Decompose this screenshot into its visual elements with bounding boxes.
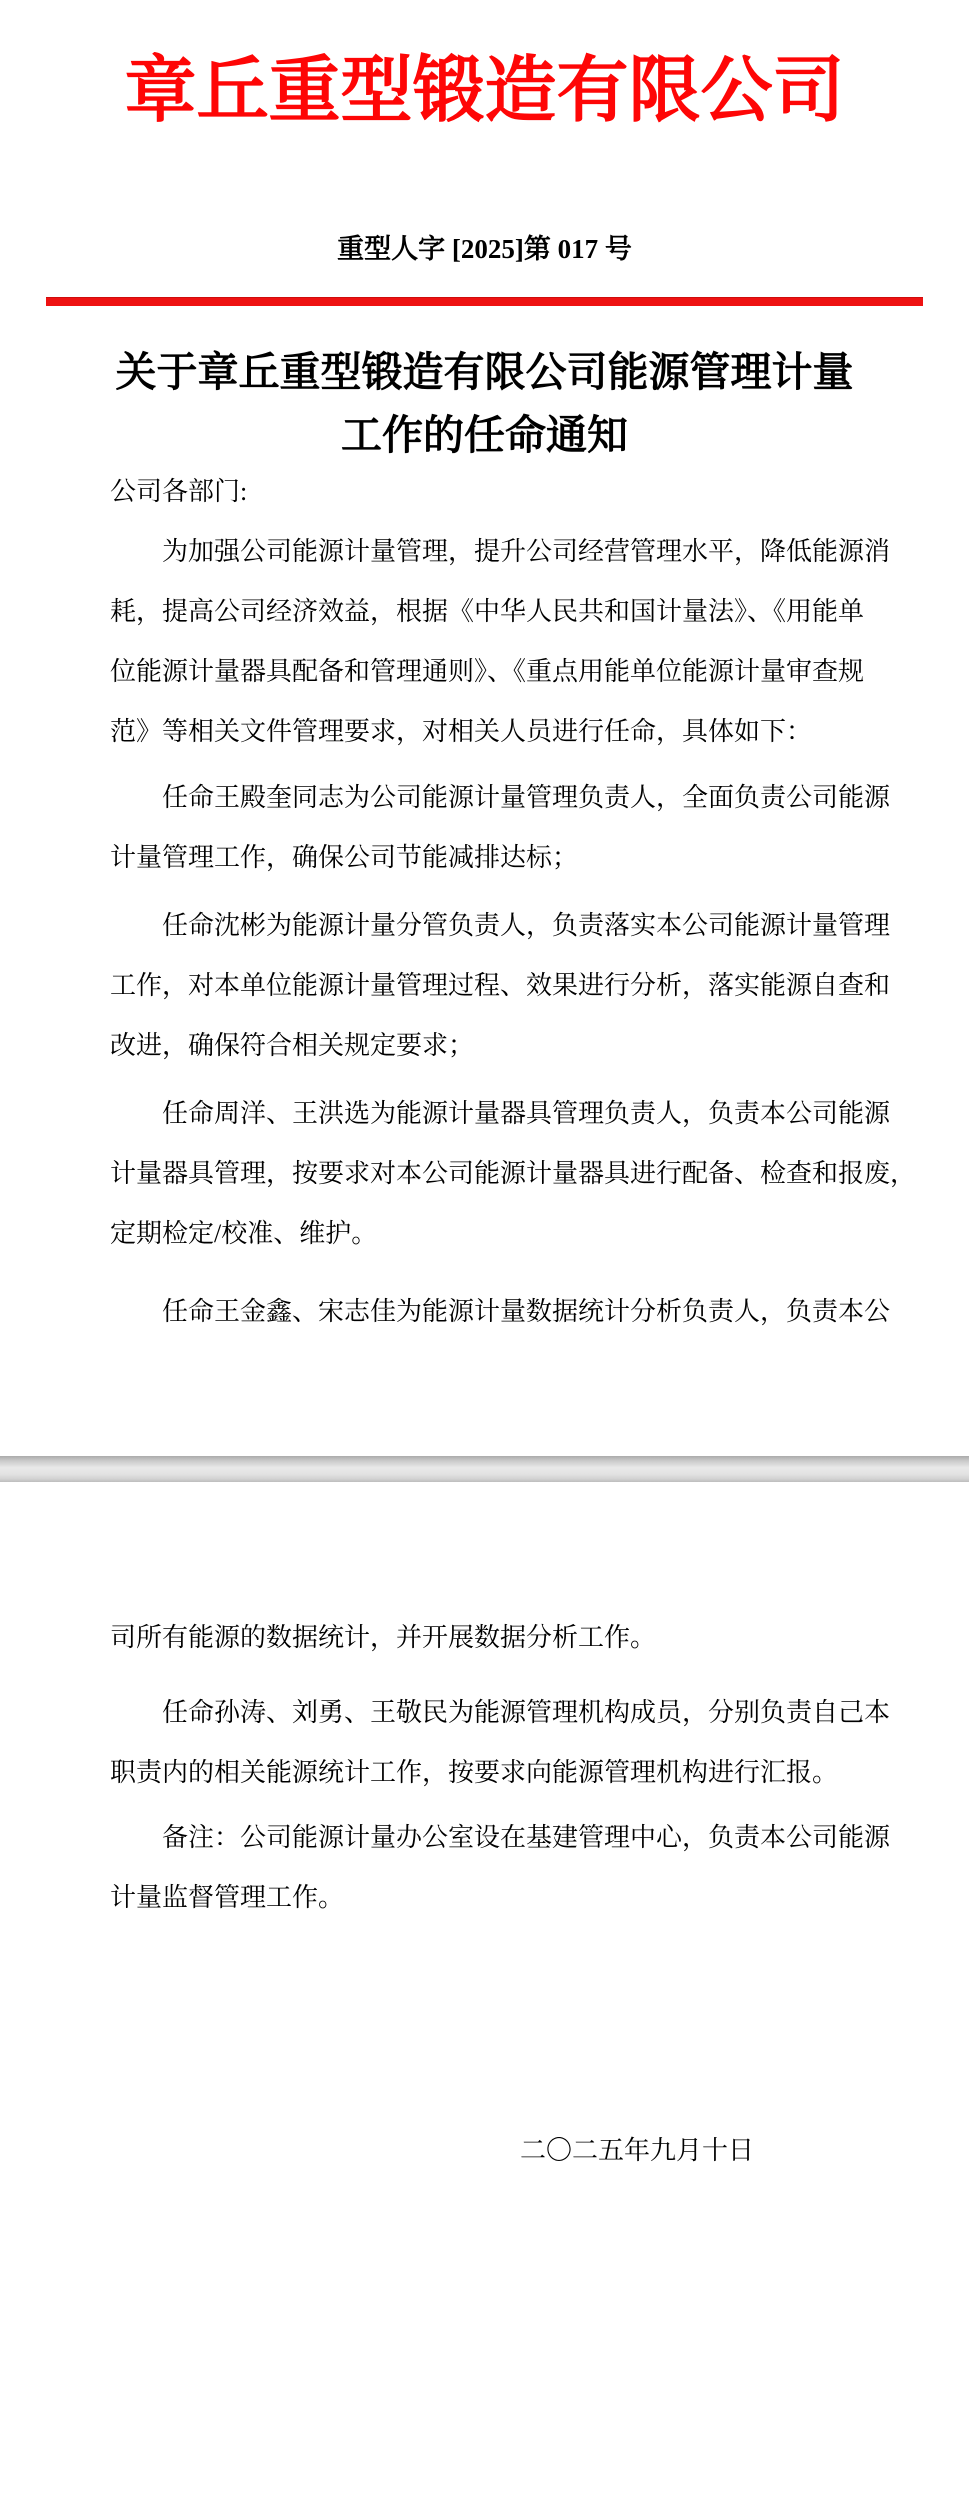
text-line: 备注：公司能源计量办公室设在基建管理中心，负责本公司能源 xyxy=(162,1823,891,1852)
body-page-1 xyxy=(110,462,917,1342)
text-line: 司所有能源的数据统计，并开展数据分析工作。 xyxy=(110,1623,657,1652)
page-separator xyxy=(0,1456,969,1482)
company-name-header: 章丘重型锻造有限公司 xyxy=(124,51,845,131)
paragraph xyxy=(110,1608,894,1668)
body-page-2 xyxy=(110,1608,894,1928)
text-line: 位能源计量器具配备和管理通则》、《重点用能单位能源计量审查规 xyxy=(110,657,865,686)
document-title-line-1: 关于章丘重型锻造有限公司能源管理计量 xyxy=(115,349,854,395)
text-line: 任命孙涛、刘勇、王敬民为能源管理机构成员，分别负责自己本 xyxy=(162,1698,891,1727)
text-line: 定期检定/校准、维护。 xyxy=(110,1219,378,1248)
text-line: 任命王殿奎同志为公司能源计量管理负责人，全面负责公司能源 xyxy=(162,783,891,812)
text-line: 计量器具管理，按要求对本公司能源计量器具进行配备、检查和报废， xyxy=(110,1159,917,1188)
paragraph xyxy=(110,896,894,1076)
document-number: 重型人字 [2025]第 017 号 xyxy=(337,234,632,264)
document-title xyxy=(0,341,969,467)
paragraph xyxy=(110,1282,894,1342)
text-line: 计量管理工作，确保公司节能减排达标； xyxy=(110,843,579,872)
text-line: 任命沈彬为能源计量分管负责人，负责落实本公司能源计量管理 xyxy=(162,911,891,940)
text-line: 任命王金鑫、宋志佳为能源计量数据统计分析负责人，负责本公 xyxy=(162,1297,891,1326)
paragraph xyxy=(110,1084,917,1264)
text-line: 职责内的相关能源统计工作，按要求向能源管理机构进行汇报。 xyxy=(110,1758,839,1787)
document-title-line-2: 工作的任命通知 xyxy=(341,412,628,458)
text-line: 耗，提高公司经济效益，根据《中华人民共和国计量法》、《用能单 xyxy=(110,597,865,626)
paragraph xyxy=(110,1683,894,1803)
text-line: 改进，确保符合相关规定要求； xyxy=(110,1031,475,1060)
paragraph xyxy=(110,768,894,888)
red-divider-line xyxy=(46,297,923,306)
document-date: 二〇二五年九月十日 xyxy=(520,2136,755,2165)
text-line: 工作，对本单位能源计量管理过程、效果进行分析，落实能源自查和 xyxy=(110,971,891,1000)
text-line: 任命周洋、王洪选为能源计量器具管理负责人，负责本公司能源 xyxy=(162,1099,891,1128)
paragraph xyxy=(110,522,894,762)
paragraph xyxy=(110,1808,894,1928)
text-line: 为加强公司能源计量管理，提升公司经营管理水平，降低能源消 xyxy=(162,537,891,566)
page-1-paragraphs xyxy=(110,522,917,1342)
text-line: 范》等相关文件管理要求，对相关人员进行任命，具体如下： xyxy=(110,717,813,746)
salutation: 公司各部门: xyxy=(110,477,248,506)
text-line: 计量监督管理工作。 xyxy=(110,1883,345,1912)
